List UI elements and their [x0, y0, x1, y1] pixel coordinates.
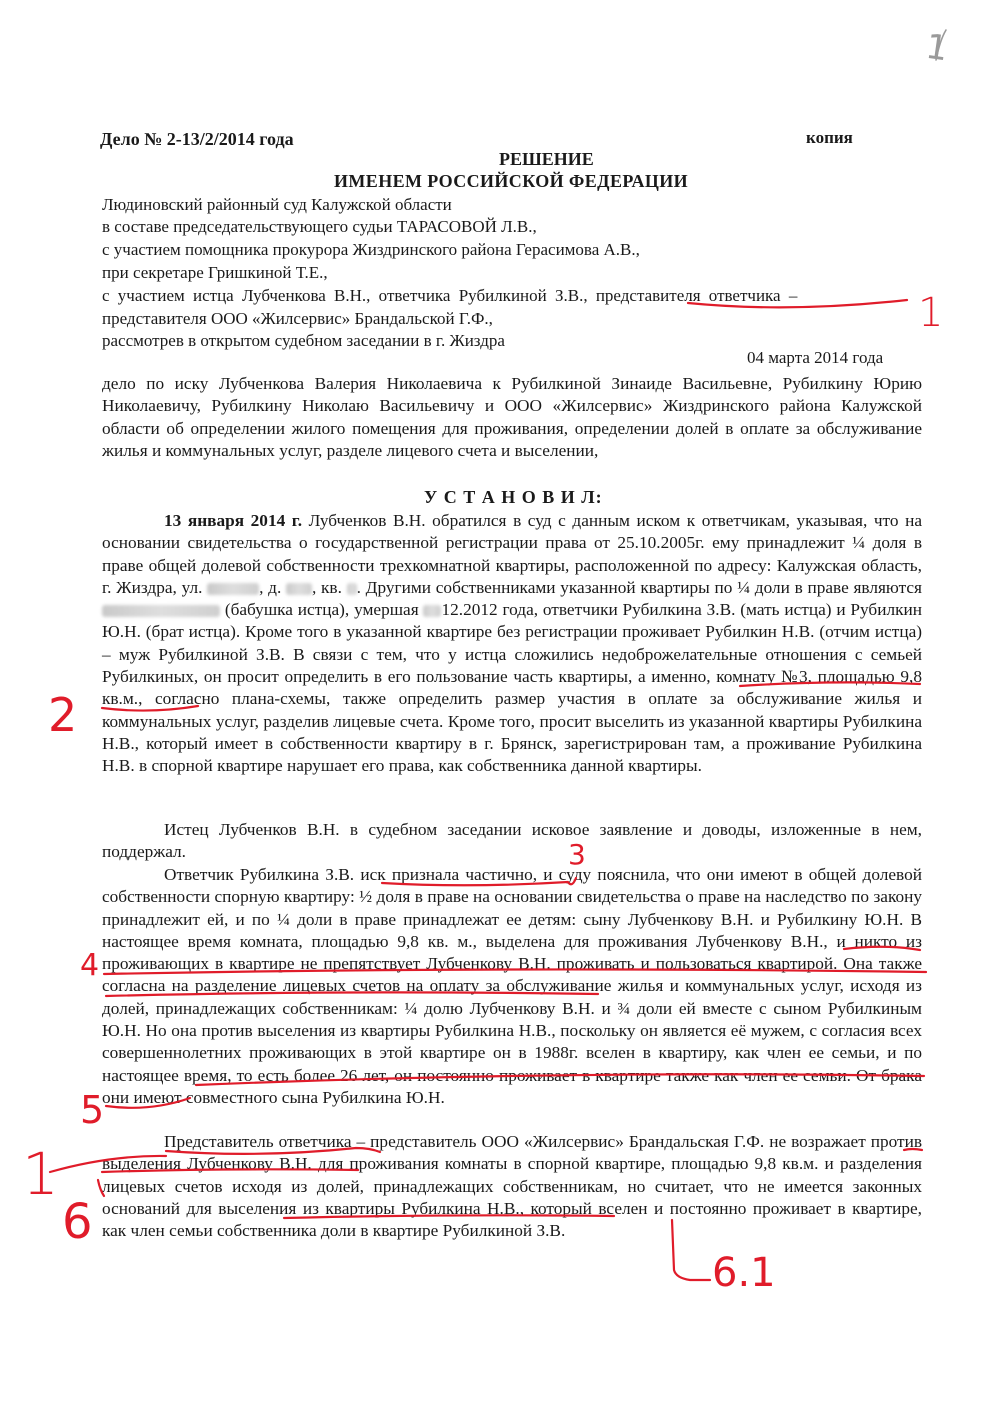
- paragraph-plaintiff: Истец Лубченков В.Н. в судебном заседании исковое заявление и доводы, изложенные в нем, поддержал.: [102, 820, 922, 862]
- paragraph-claim: 13 января 2014 г. Лубченков В.Н. обратился в суд с данным иском к ответчикам, указывая, что на основании свидетельства о государственной регистрации права от 25.10.2005г. ему принадлежит ¼ доля в праве общей долевой собственности трехкомнатной квартиры, расположенной по адресу: Калужская область, г. Жиздра, ул. , д. , кв. . Другими собственниками указанной квартиры по ¼ доли в праве являются (бабушка истца), умершая 12.2012 года, ответчики Рубилкина З.В. (мать истца) и Рубилкин Ю.Н. (брат истца). Кроме того в указанной квартире без регистрации проживает Рубилкин Н.В. (отчим истца) – муж Рубилкиной З.В. В связи с тем, что у истца сложились недоброжелательные отношения с семьей Рубилкиных, он просит определить в его пользование часть квартиры, а именно, комнату №3, площадью 9,8 кв.м., согласно плана-схемы, также определить размер участия в оплате за обслуживание жилья и коммунальных услуг, разделив лицевые счета. Кроме того, просит выселить из указанной квартиры Рубилкина Н.В., который имеет в собственности квартиру в г. Брянск, зарегистрирован там, а проживание Рубилкина Н.В. в спорной квартире нарушает его права, как собственника данной квартиры.: [102, 511, 922, 776]
- court-line: при секретаре Гришкиной Т.Е.,: [102, 263, 328, 282]
- annotation-number: 6.1: [712, 1250, 776, 1296]
- court-line: рассмотрев в открытом судебном заседании в г. Жиздра: [102, 331, 505, 350]
- hearing-date: 04 марта 2014 года: [747, 348, 884, 367]
- annotation-number: 5: [80, 1088, 105, 1132]
- copy-mark: копия: [806, 128, 853, 147]
- redacted-name: [102, 605, 220, 617]
- redacted-day: [423, 605, 441, 617]
- annotation-number: 1: [22, 1140, 59, 1208]
- annotation-number: 1: [918, 290, 944, 336]
- court-line: с участием помощника прокурора Жиздринского района Герасимова А.В.,: [102, 240, 640, 259]
- annotation-number: 2: [48, 688, 78, 742]
- annotation-number: 3: [568, 838, 586, 871]
- paragraph-defendant: Ответчик Рубилкина З.В. иск признала частично, и суду пояснила, что они имеют в общей долевой собственности спорную квартиру: ½ доля в праве на основании свидетельства о праве на наследство по закону принадлежит ей, и по ¼ доли в праве принадлежат ее детям: сыну Лубченкову В.Н. и Рубилкину Ю.Н. В настоящее время комната, площадью 9,8 кв. м., выделена для проживания Лубченкову В.Н., и никто из проживающих в квартире не препятствует Лубченкову В.Н. проживать и пользоваться квартирой. Она также согласна на разделение лицевых счетов на оплату за обслуживание жилья и коммунальных услуг, исходя из долей, принадлежащих собственникам: ¼ долю Лубченкову В.Н. и ¾ доли ей вместе с сыном Рубилкиным Ю.Н. Но она против выселения из квартиры Рубилкина Н.В., поскольку он является её мужем, с согласия всех совершеннолетних проживающих в этой квартире он в 1988г. вселен в квартиру, как член ее семьи, и по настоящее время, то есть более 26 лет, он постоянно проживает в квартире также как член ее семьи. От брака они имеют совместного сына Рубилкина Ю.Н.: [102, 865, 922, 1107]
- case-number: Дело № 2-13/2/2014 года: [100, 129, 294, 149]
- case-description: дело по иску Лубченкова Валерия Николаевича к Рубилкиной Зинаиде Васильевне, Рубилкину Юрию Николаевичу, Рубилкину Николаю Васильевичу и ООО «Жилсервис» Жиздринского района Калужской области об определении жилого помещения для проживания, определении долей в оплате за обслуживание жилья и коммунальных услуг, разделе лицевого счета и выселении,: [102, 374, 922, 460]
- court-line: представителя ООО «Жилсервис» Брандальской Г.Ф.,: [102, 309, 493, 328]
- redacted-street: [207, 583, 259, 595]
- court-line: с участием истца Лубченкова В.Н., ответчика Рубилкиной З.В., представителя ответчика –: [102, 286, 798, 305]
- annotation-number: 4: [80, 948, 100, 983]
- redacted-house: [286, 583, 312, 595]
- court-line: Людиновский районный суд Калужской области: [102, 195, 452, 214]
- document-subtitle: ИМЕНЕМ РОССИЙСКОЙ ФЕДЕРАЦИИ: [334, 171, 689, 191]
- paragraph-representative: Представитель ответчика – представитель ООО «Жилсервис» Брандальская Г.Ф. не возражает против выделения Лубченкову В.Н. для проживания комнаты в спорной квартире, площадью 9,8 кв.м. и разделения лицевых счетов исходя из долей, принадлежащих собственникам, но считает, что не имеется законных оснований для выселения из квартиры Рубилкина Н.В., который вселен и постоянно проживает в квартире, как член семьи собственника доли в квартире Рубилкиной З.В.: [102, 1132, 922, 1241]
- redacted-flat: [347, 583, 357, 595]
- document-title: РЕШЕНИЕ: [499, 149, 594, 169]
- page-number-pencil: 1: [923, 26, 951, 70]
- annotation-number: 6: [62, 1194, 93, 1250]
- court-line: в составе председательствующего судьи ТАРАСОВОЙ Л.В.,: [102, 217, 537, 236]
- section-title: У С Т А Н О В И Л:: [424, 487, 603, 507]
- claim-date: 13 января 2014 г.: [164, 511, 303, 530]
